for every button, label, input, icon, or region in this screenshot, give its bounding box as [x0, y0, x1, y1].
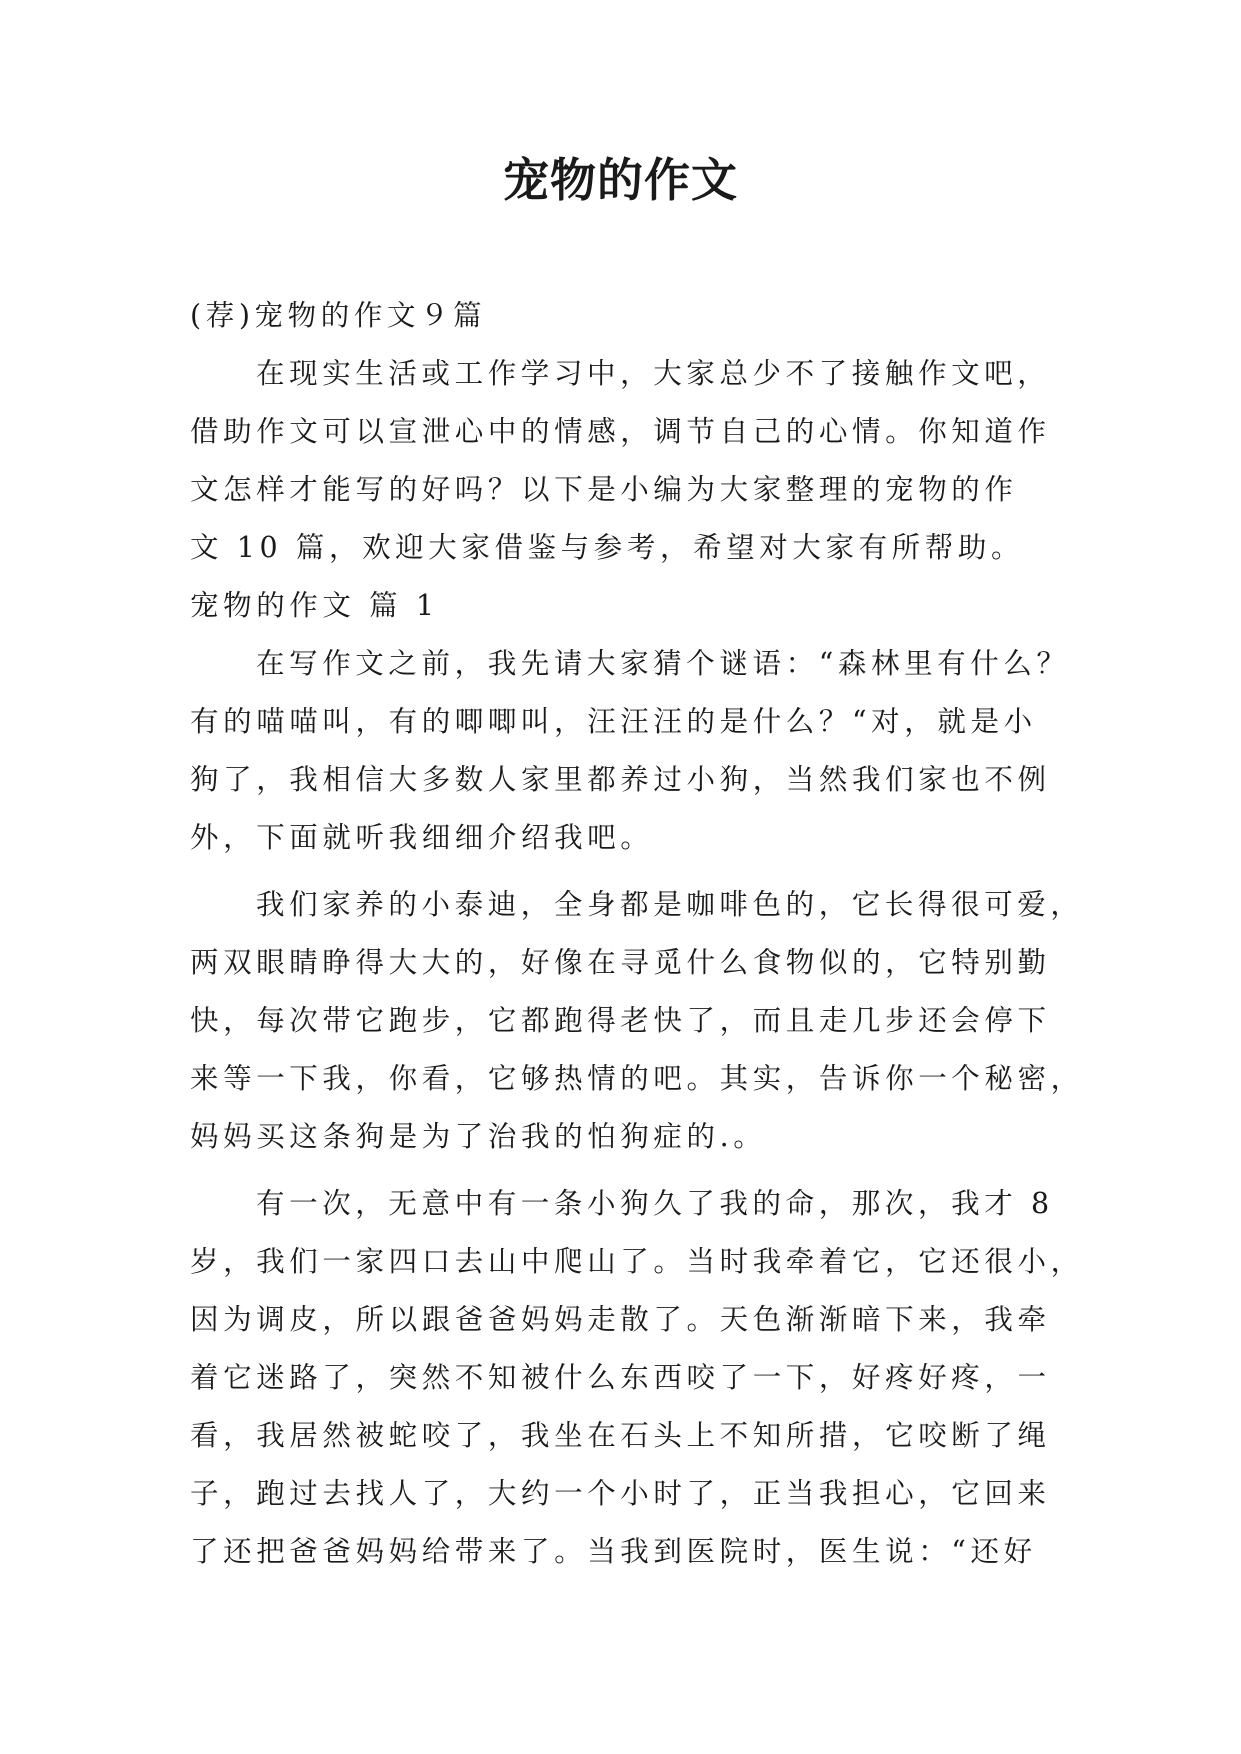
- text-line: 文怎样才能写的好吗？以下是小编为大家整理的宠物的作: [190, 473, 1018, 506]
- text-line: 看，我居然被蛇咬了，我坐在石头上不知所措，它咬断了绳: [190, 1419, 1051, 1452]
- text-line: 有一次，无意中有一条小狗久了我的命，那次，我才 8: [256, 1187, 1054, 1220]
- text-line: 在写作文之前，我先请大家猜个谜语：“森林里有什么？: [256, 647, 1070, 680]
- text-line: 来等一下我，你看，它够热情的吧。其实，告诉你一个秘密，: [190, 1062, 1084, 1095]
- text-line: 有的喵喵叫，有的唧唧叫，汪汪汪的是什么？“对，就是小: [190, 705, 1037, 738]
- text-line: 因为调皮，所以跟爸爸妈妈走散了。天色渐渐暗下来，我牵: [190, 1303, 1051, 1336]
- text-line: 快，每次带它跑步，它都跑得老快了，而且走几步还会停下: [190, 1004, 1051, 1037]
- text-line: 文 10 篇，欢迎大家借鉴与参考，希望对大家有所帮助。: [190, 531, 1025, 564]
- document-title: 宠物的作文: [503, 153, 738, 207]
- text-line: 着它迷路了，突然不知被什么东西咬了一下，好疼好疼，一: [190, 1361, 1051, 1394]
- text-line: (荐)宠物的作文９篇: [190, 299, 487, 332]
- text-line: 妈妈买这条狗是为了治我的怕狗症的.。: [190, 1120, 767, 1153]
- text-line: 在现实生活或工作学习中，大家总少不了接触作文吧，: [256, 357, 1051, 390]
- text-line: 狗了，我相信大多数人家里都养过小狗，当然我们家也不例: [190, 763, 1051, 796]
- text-line: 我们家养的小泰迪，全身都是咖啡色的，它长得很可爱，: [256, 888, 1084, 921]
- document-body: [190, 287, 1084, 1581]
- text-line: 了还把爸爸妈妈给带来了。当我到医院时，医生说：“还好: [190, 1535, 1037, 1568]
- text-line: 借助作文可以宣泄心中的情感，调节自己的心情。你知道作: [190, 415, 1051, 448]
- text-line: 子，跑过去找人了，大约一个小时了，正当我担心，它回来: [190, 1477, 1051, 1510]
- text-line: 外，下面就听我细细介绍我吧。: [190, 821, 654, 854]
- text-line: 岁，我们一家四口去山中爬山了。当时我牵着它，它还很小，: [190, 1245, 1084, 1278]
- text-line: 两双眼睛睁得大大的，好像在寻觅什么食物似的，它特别勤: [190, 946, 1051, 979]
- text-line: 宠物的作文 篇 1: [190, 589, 439, 622]
